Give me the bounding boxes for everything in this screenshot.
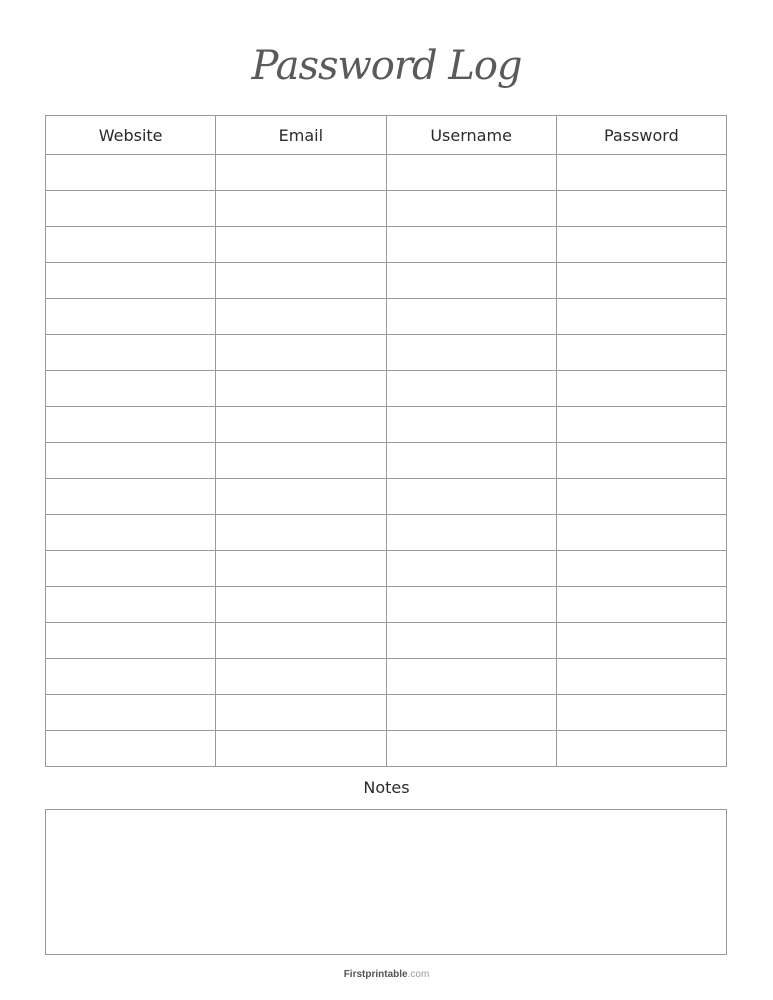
password-log-table: [45, 115, 727, 767]
table-cell-username[interactable]: [386, 659, 556, 695]
table-cell-website[interactable]: [46, 227, 216, 263]
table-cell-username[interactable]: [386, 371, 556, 407]
table-cell-website[interactable]: [46, 659, 216, 695]
table-cell-email[interactable]: [216, 515, 386, 551]
table-cell-password[interactable]: [556, 263, 726, 299]
table-cell-website[interactable]: [46, 299, 216, 335]
table-body: [46, 155, 727, 767]
table-cell-username[interactable]: [386, 191, 556, 227]
table-cell-website[interactable]: [46, 695, 216, 731]
table-cell-website[interactable]: [46, 515, 216, 551]
table-row: [46, 443, 727, 479]
table-cell-website[interactable]: [46, 335, 216, 371]
table-cell-password[interactable]: [556, 659, 726, 695]
table-cell-email[interactable]: [216, 551, 386, 587]
table-cell-password[interactable]: [556, 695, 726, 731]
table-row: [46, 299, 727, 335]
table-cell-email[interactable]: [216, 623, 386, 659]
table-cell-password[interactable]: [556, 587, 726, 623]
table-cell-website[interactable]: [46, 443, 216, 479]
table-cell-email[interactable]: [216, 443, 386, 479]
table-cell-email[interactable]: [216, 191, 386, 227]
table-header-row: [46, 116, 727, 155]
table-cell-website[interactable]: [46, 263, 216, 299]
notes-box[interactable]: [45, 809, 727, 955]
table-cell-website[interactable]: [46, 407, 216, 443]
table-cell-username[interactable]: [386, 335, 556, 371]
table-cell-username[interactable]: [386, 551, 556, 587]
table-cell-email[interactable]: [216, 155, 386, 191]
table-cell-password[interactable]: [556, 623, 726, 659]
column-header-username: Username: [386, 116, 556, 155]
column-header-website: Website: [46, 116, 216, 155]
table-cell-email[interactable]: [216, 335, 386, 371]
table-cell-username[interactable]: [386, 227, 556, 263]
column-header-password: Password: [556, 116, 726, 155]
table-row: [46, 659, 727, 695]
table-cell-password[interactable]: [556, 731, 726, 767]
table-row: [46, 263, 727, 299]
table-row: [46, 155, 727, 191]
table-cell-email[interactable]: [216, 227, 386, 263]
table-cell-email[interactable]: [216, 263, 386, 299]
table-cell-username[interactable]: [386, 587, 556, 623]
table-cell-website[interactable]: [46, 191, 216, 227]
table-cell-password[interactable]: [556, 299, 726, 335]
table-cell-username[interactable]: [386, 479, 556, 515]
table-row: [46, 587, 727, 623]
table-cell-website[interactable]: [46, 623, 216, 659]
footer-tld: .com: [407, 969, 430, 980]
table-cell-username[interactable]: [386, 515, 556, 551]
table-cell-email[interactable]: [216, 299, 386, 335]
table-cell-username[interactable]: [386, 299, 556, 335]
table-cell-username[interactable]: [386, 695, 556, 731]
table-row: [46, 227, 727, 263]
table-cell-website[interactable]: [46, 551, 216, 587]
table-row: [46, 551, 727, 587]
footer-brand: Firstprintable: [343, 969, 408, 980]
table-cell-password[interactable]: [556, 551, 726, 587]
table-row: [46, 515, 727, 551]
table-row: [46, 407, 727, 443]
table-cell-email[interactable]: [216, 587, 386, 623]
table-cell-website[interactable]: [46, 155, 216, 191]
table-cell-website[interactable]: [46, 479, 216, 515]
table-cell-email[interactable]: [216, 371, 386, 407]
notes-label: Notes: [363, 778, 410, 797]
footer: [0, 967, 773, 983]
table-cell-password[interactable]: [556, 479, 726, 515]
table-cell-email[interactable]: [216, 659, 386, 695]
table-cell-website[interactable]: [46, 731, 216, 767]
table-cell-password[interactable]: [556, 371, 726, 407]
page-title: Password Log: [251, 43, 522, 89]
column-header-email: Email: [216, 116, 386, 155]
table-row: [46, 335, 727, 371]
table-cell-password[interactable]: [556, 407, 726, 443]
table-cell-username[interactable]: [386, 263, 556, 299]
table-cell-username[interactable]: [386, 155, 556, 191]
table-cell-password[interactable]: [556, 515, 726, 551]
table-cell-email[interactable]: [216, 479, 386, 515]
table-cell-password[interactable]: [556, 335, 726, 371]
table-cell-username[interactable]: [386, 731, 556, 767]
table-cell-password[interactable]: [556, 443, 726, 479]
table-cell-password[interactable]: [556, 191, 726, 227]
table-cell-email[interactable]: [216, 695, 386, 731]
table-row: [46, 695, 727, 731]
table-cell-email[interactable]: [216, 731, 386, 767]
table-cell-website[interactable]: [46, 371, 216, 407]
table-cell-password[interactable]: [556, 155, 726, 191]
table-cell-username[interactable]: [386, 623, 556, 659]
table-cell-email[interactable]: [216, 407, 386, 443]
table-row: [46, 731, 727, 767]
table-cell-website[interactable]: [46, 587, 216, 623]
table-row: [46, 479, 727, 515]
table-cell-password[interactable]: [556, 227, 726, 263]
table-cell-username[interactable]: [386, 443, 556, 479]
table-row: [46, 371, 727, 407]
table-row: [46, 623, 727, 659]
table-row: [46, 191, 727, 227]
table-cell-username[interactable]: [386, 407, 556, 443]
